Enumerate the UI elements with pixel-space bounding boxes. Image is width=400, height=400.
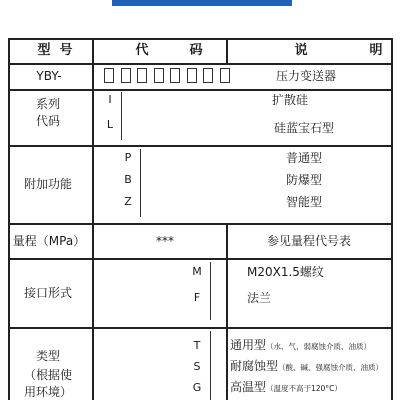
column-divider [92,38,94,400]
row-divider [8,327,393,329]
code-bracket-line [210,331,211,400]
type-option [230,338,371,354]
code-bracket-line [210,262,211,320]
type-note: （温度不高于120°C） [266,384,342,393]
code-bracket-line [121,92,122,140]
row-divider [8,223,393,225]
code-box [203,68,213,83]
series-label: 系列 [35,97,61,111]
row-divider [8,258,393,260]
column-divider [226,223,228,400]
code-box [104,68,114,83]
interface-label: 接口形式 [23,286,73,300]
row-divider [8,89,393,91]
type-label: 用环境） [23,385,73,399]
header-code-char: 代 [135,43,149,58]
series-code: L [106,118,114,131]
table-right-border [391,38,393,400]
code-box [137,68,147,83]
addon-code: P [124,151,132,164]
type-code: T [193,339,201,352]
row-divider [8,145,393,147]
series-desc: 硅蓝宝石型 [274,121,335,135]
addon-code: B [124,173,132,186]
model-prefix: YBY- [36,69,62,83]
code-box [170,68,180,83]
header-code-char: 码 [189,43,203,58]
code-box [220,68,230,83]
addon-code: Z [124,195,132,208]
interface-desc: 法兰 [247,291,272,305]
code-bracket-line [140,149,141,217]
interface-code: F [193,291,201,304]
column-divider [226,38,228,63]
header-model-char: 型 [37,43,51,58]
code-box [187,68,197,83]
addon-desc: 智能型 [286,195,323,209]
addon-desc: 防爆型 [286,173,323,187]
type-label: （根据使 [23,368,73,382]
code-box [121,68,131,83]
range-label: 量程（MPa） [12,234,86,248]
type-code: S [193,360,201,373]
type-code: G [192,381,202,394]
row-divider [8,63,393,65]
range-desc: 参见量程代号表 [266,234,352,248]
addon-desc: 普通型 [286,151,323,165]
product-name: 压力变送器 [276,69,337,83]
table-left-border [8,38,10,400]
header-model-char: 号 [59,43,73,58]
table-top-rule [8,38,393,40]
type-desc: 高温型 [230,380,267,394]
addon-label: 附加功能 [23,177,73,191]
type-option [230,359,383,375]
interface-desc: M20X1.5螺纹 [247,265,324,279]
type-label: 类型 [35,349,61,363]
code-box [154,68,164,83]
range-code: *** [156,234,174,248]
series-code: I [108,93,112,106]
type-note: （酸、碱、强腐蚀介质、油质） [278,363,384,372]
header-desc-char: 说 [294,43,308,58]
series-label: 代码 [35,114,61,128]
type-note: （水、气、弱腐蚀介质、油质） [266,342,372,351]
interface-code: M [192,265,202,278]
type-desc: 耐腐蚀型 [230,359,279,373]
series-desc: 扩散硅 [272,93,309,107]
type-option [230,380,342,396]
header-desc-char: 明 [369,43,383,58]
type-desc: 通用型 [230,338,267,352]
top-accent-bar [112,0,292,6]
